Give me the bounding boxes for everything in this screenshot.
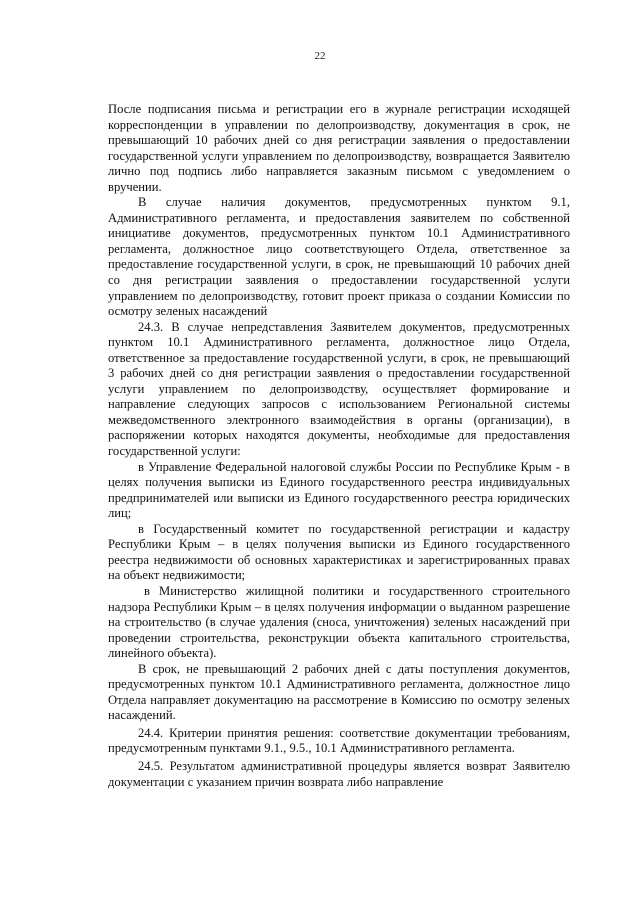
paragraph: в Государственный комитет по государственной регистрации и кадастру Республики Крым – в целях получения выписки из Единого государственного реестра недвижимости об основных характеристиках и зарегистрированных правах на объект недвижимости;: [108, 521, 570, 583]
paragraph: 24.3. В случае непредставления Заявителем документов, предусмотренных пунктом 10.1 Административного регламента, должностное лицо Отдела, ответственное за предоставление государственной услуги, в срок, не превышающий 3 рабочих дней со дня регистрации заявления о предоставлении государственной услуги управлением по делопроизводству, осуществляет формирование и направление следующих запросов с использованием Региональной системы межведомственного электронного взаимодействия в органы (организации), в распоряжении которых находятся документы, необходимые для предоставления государственной услуги:: [108, 319, 570, 459]
paragraph: 24.5. Результатом административной процедуры является возврат Заявителю документации с указанием причин возврата либо направление: [108, 758, 570, 789]
paragraph: В случае наличия документов, предусмотренных пунктом 9.1, Административного регламента, и предоставления заявителем по собственной инициативе документов, предусмотренных пунктом 10.1 Административного регламента, должностное лицо соответствующего Отдела, ответственное за предоставление государственной услуги, в срок, не превышающий 10 рабочих дней со дня регистрации заявления о предоставлении государственной услуги управлением по делопроизводству, готовит проект приказа о создании Комиссии по осмотру зеленых насаждений: [108, 195, 570, 319]
document-body: [108, 102, 570, 790]
paragraph: в Управление Федеральной налоговой службы России по Республике Крым - в целях получения выписки из Единого государственного реестра индивидуальных предпринимателей или выписки из Единого государственного реестра юридических лиц;: [108, 459, 570, 521]
paragraph: После подписания письма и регистрации его в журнале регистрации исходящей корреспонденции в управлении по делопроизводству, документация в срок, не превышающий 10 рабочих дней со дня регистрации заявления о предоставлении государственной услуги управлением по делопроизводству, возвращается Заявителю лично под подпись либо направляется заказным письмом с уведомлением о вручении.: [108, 102, 570, 194]
paragraph: в Министерство жилищной политики и государственного строительного надзора Республики Крым – в целях получения информации о выданном разрешение на строительство (в случае удаления (сноса, уничтожения) зеленых насаждений при проведении строительства, реконструкции объекта капитального строительства, линейного объекта).: [108, 583, 570, 661]
paragraph: В срок, не превышающий 2 рабочих дней с даты поступления документов, предусмотренных пунктом 10.1 Административного регламента, должностное лицо Отдела направляет документацию на рассмотрение в Комиссию по осмотру зеленых насаждений.: [108, 661, 570, 723]
page-number: 22: [314, 50, 326, 62]
paragraph: 24.4. Критерии принятия решения: соответствие документации требованиям, предусмотренным пунктами 9.1., 9.5., 10.1 Административного регламента.: [108, 725, 570, 756]
